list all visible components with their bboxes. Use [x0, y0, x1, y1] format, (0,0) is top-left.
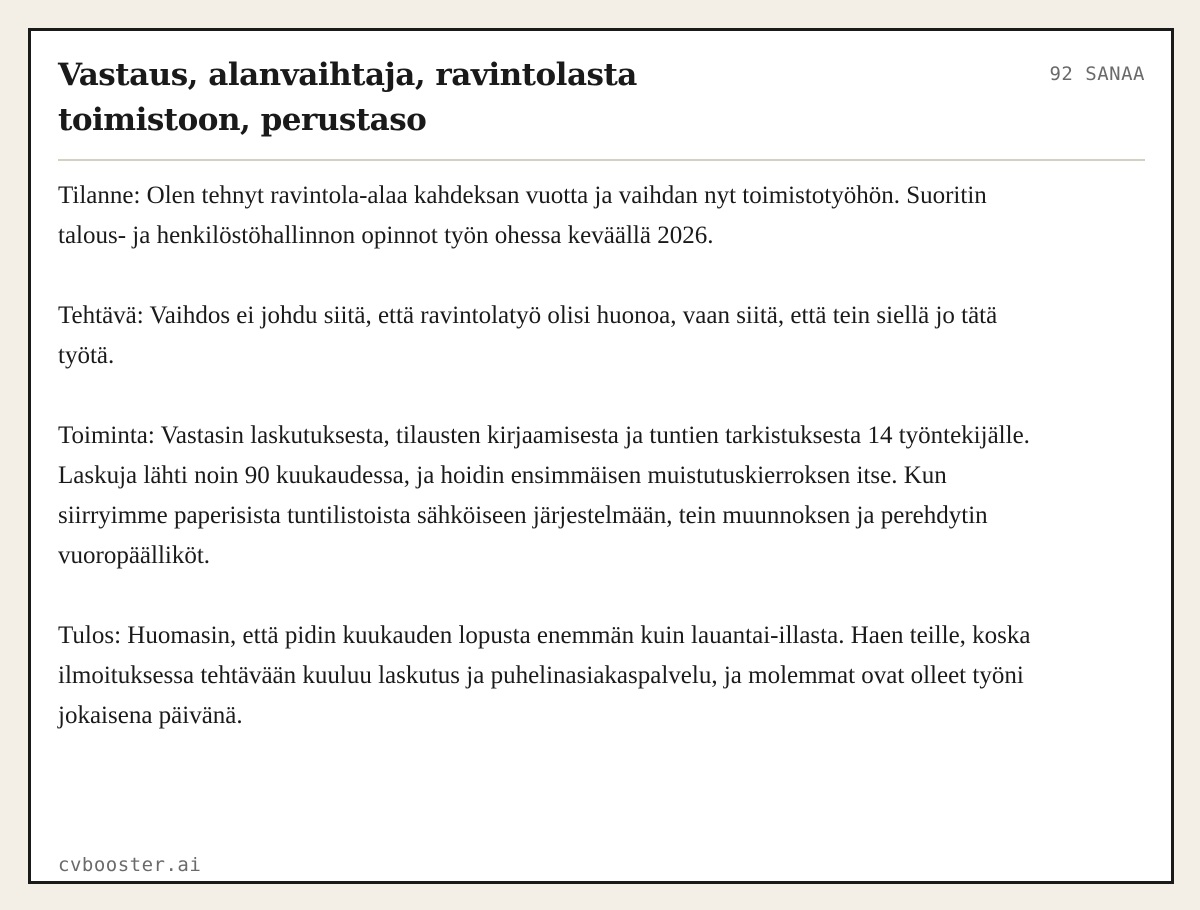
- page-title: Vastaus, alanvaihtaja, ravintolasta toimistoon, perustaso: [58, 57, 637, 138]
- header-divider: [58, 159, 1145, 161]
- paragraph-result: Tulos: Huomasin, että pidin kuukauden lopusta enemmän kuin lauantai-illasta. Haen teille, koska ilmoituksessa tehtävään kuuluu laskutus ja puhelinasiakaspalvelu, ja molemmat ovat olleet työni jokaisena päivänä.: [58, 622, 1031, 729]
- card-header: [58, 53, 1145, 163]
- answer-card: [28, 28, 1174, 884]
- answer-body: [58, 176, 1058, 776]
- paragraph-situation: Tilanne: Olen tehnyt ravintola-alaa kahdeksan vuotta ja vaihdan nyt toimistotyöhön. Suoritin talous- ja henkilöstöhallinnon opinnot työn ohessa keväällä 2026.: [58, 182, 987, 249]
- footer-brand: cvbooster.ai: [58, 854, 202, 876]
- word-count-badge: 92 SANAA: [1049, 63, 1145, 85]
- paragraph-action: Toiminta: Vastasin laskutuksesta, tilausten kirjaamisesta ja tuntien tarkistuksesta 14 työntekijälle. Laskuja lähti noin 90 kuukaudessa, ja hoidin ensimmäisen muistutuskierroksen itse. Kun siirryimme paperisista tuntilistoista sähköiseen järjestelmään, tein muunnoksen ja perehdytin vuoropäälliköt.: [58, 422, 1030, 569]
- paragraph-task: Tehtävä: Vaihdos ei johdu siitä, että ravintolatyö olisi huonoa, vaan siitä, että tein siellä jo tätä työtä.: [58, 302, 998, 369]
